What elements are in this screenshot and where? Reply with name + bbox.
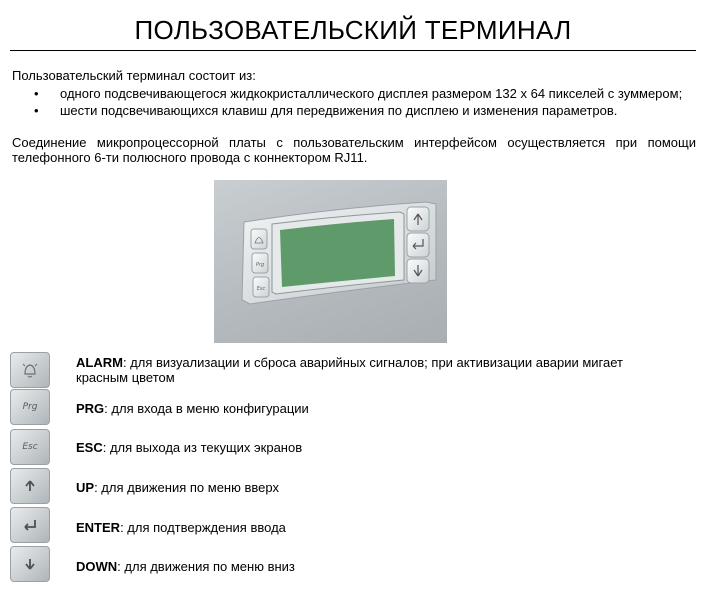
- key-name: PRG: [76, 401, 105, 416]
- prg-description: [76, 401, 676, 416]
- esc-label: Esc: [256, 286, 266, 292]
- prg-label: Prg: [255, 262, 265, 268]
- key-description: : для выхода из текущих экранов: [102, 440, 303, 455]
- key-description: : для подтверждения ввода: [120, 520, 286, 535]
- terminal-photo: [214, 180, 447, 343]
- bell-icon: [20, 360, 40, 380]
- terminal-illustration: [214, 180, 447, 343]
- feature-list: [32, 86, 696, 120]
- list-item: [32, 103, 696, 118]
- down-arrow-icon: [22, 556, 38, 572]
- bullet-marker: •: [34, 86, 39, 101]
- down-key: [10, 546, 50, 582]
- list-item-text: шести подсвечивающихся клавиш для передвижения по дисплею и изменения параметров.: [60, 103, 618, 118]
- down-description: [76, 559, 676, 574]
- list-item-text: одного подсвечивающегося жидкокристаллического дисплея размером 132 x 64 пикселей с зуммером;: [60, 86, 683, 101]
- list-item: [32, 86, 696, 101]
- key-name: ALARM: [76, 355, 123, 370]
- key-name: UP: [76, 480, 95, 495]
- enter-key: [10, 507, 50, 543]
- alarm-key: [10, 352, 50, 388]
- enter-description: [76, 520, 676, 535]
- terminal-enter-key: [407, 233, 429, 257]
- page-title: ПОЛЬЗОВАТЕЛЬСКИЙ ТЕРМИНАЛ: [10, 12, 696, 51]
- esc-description: [76, 440, 676, 455]
- up-description: [76, 480, 676, 495]
- intro-text: Пользовательский терминал состоит из:: [12, 68, 256, 83]
- lcd-display: [280, 219, 395, 287]
- terminal-alarm-key: [251, 229, 267, 249]
- enter-icon: [21, 517, 39, 533]
- key-name: DOWN: [76, 559, 118, 574]
- up-arrow-icon: [22, 478, 38, 494]
- key-description: : для входа в меню конфигурации: [104, 401, 309, 416]
- key-description: : для визуализации и сброса аварийных сигналов; при активизации аварии мигает красным цветом: [76, 355, 623, 385]
- alarm-description: [76, 355, 676, 385]
- esc-key-label: Esc: [22, 442, 38, 452]
- prg-key-label: Prg: [22, 402, 38, 412]
- esc-key: [10, 429, 50, 465]
- key-description: : для движения по меню вверх: [94, 480, 279, 495]
- up-key: [10, 468, 50, 504]
- bullet-marker: •: [34, 103, 39, 118]
- key-description: : для движения по меню вниз: [117, 559, 295, 574]
- prg-key: [10, 389, 50, 425]
- connection-paragraph: Соединение микропроцессорной платы с пользовательским интерфейсом осуществляется при помощи телефонного 6-ти полюсного провода с коннектором RJ11.: [12, 135, 696, 165]
- key-name: ENTER: [76, 520, 121, 535]
- key-name: ESC: [76, 440, 103, 455]
